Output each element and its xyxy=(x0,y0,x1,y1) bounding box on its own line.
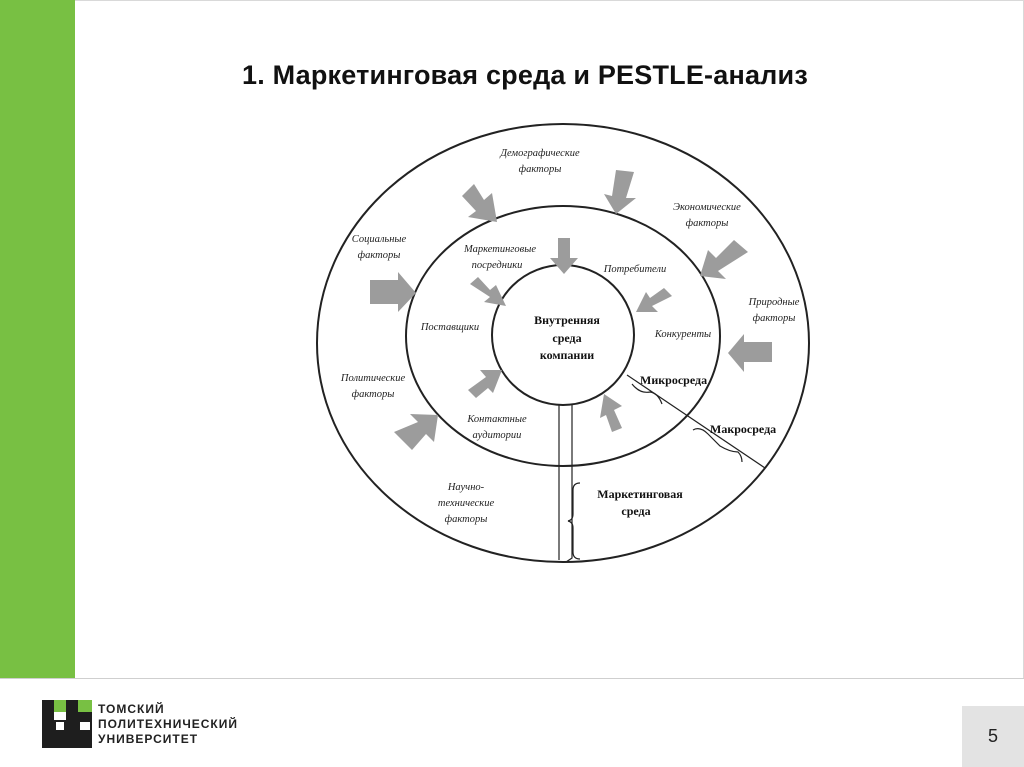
label-marketing-env-2: среда xyxy=(621,504,651,518)
arrow-consumers xyxy=(636,288,672,312)
label-economic-1: Экономические xyxy=(673,202,741,213)
arrow-political xyxy=(394,414,438,450)
center-label-1: Внутренняя xyxy=(534,313,600,327)
marketing-env-connector xyxy=(559,405,572,562)
label-intermediaries-2: посредники xyxy=(471,260,523,271)
label-natural-2: факторы xyxy=(752,313,796,324)
label-demographic-1: Демографические xyxy=(500,148,580,159)
center-label-2: среда xyxy=(552,331,582,345)
label-consumers: Потребители xyxy=(603,264,667,275)
arrow-natural xyxy=(700,240,748,279)
label-intermediaries-1: Маркетинговые xyxy=(464,244,536,255)
label-scitech-2: технические xyxy=(437,498,495,509)
page-number-box xyxy=(962,706,1024,767)
university-name-line1: ТОМСКИЙ xyxy=(98,702,165,716)
label-economic-2: факторы xyxy=(685,218,729,229)
university-logo xyxy=(42,700,92,748)
label-scitech-3: факторы xyxy=(444,514,488,525)
arrow-audiences xyxy=(468,370,502,398)
marketing-env-brace xyxy=(568,483,580,559)
label-marketing-env-1: Маркетинговая xyxy=(597,487,683,501)
label-suppliers: Поставщики xyxy=(420,322,480,333)
label-social-2: факторы xyxy=(357,250,401,261)
slide-title: 1. Маркетинговая среда и PESTLE-анализ xyxy=(242,60,808,90)
university-name-line3: УНИВЕРСИТЕТ xyxy=(98,732,199,746)
arrow-scitech-right xyxy=(728,334,772,372)
label-macro: Макросреда xyxy=(710,422,777,436)
label-social-1: Социальные xyxy=(351,234,407,245)
label-competitors: Конкуренты xyxy=(654,329,712,340)
label-audiences-2: аудитории xyxy=(472,430,522,441)
arrow-economic xyxy=(604,170,636,214)
micro-brace xyxy=(632,384,662,404)
center-label-3: компании xyxy=(539,348,595,362)
arrow-demographic xyxy=(462,184,497,222)
arrow-competitors xyxy=(600,394,622,432)
arrow-top-down xyxy=(550,238,578,274)
label-political-1: Политические xyxy=(340,373,406,384)
label-political-2: факторы xyxy=(351,389,395,400)
arrow-intermediaries xyxy=(470,277,506,306)
label-micro: Микросреда xyxy=(640,373,708,387)
page-number: 5 xyxy=(987,726,998,746)
university-name-line2: ПОЛИТЕХНИЧЕСКИЙ xyxy=(98,717,239,731)
arrow-social xyxy=(370,272,416,312)
label-audiences-1: Контактные xyxy=(467,414,527,425)
label-scitech-1: Научно- xyxy=(447,482,485,493)
label-natural-1: Природные xyxy=(748,297,800,308)
label-demographic-2: факторы xyxy=(518,164,562,175)
university-name xyxy=(98,702,238,747)
